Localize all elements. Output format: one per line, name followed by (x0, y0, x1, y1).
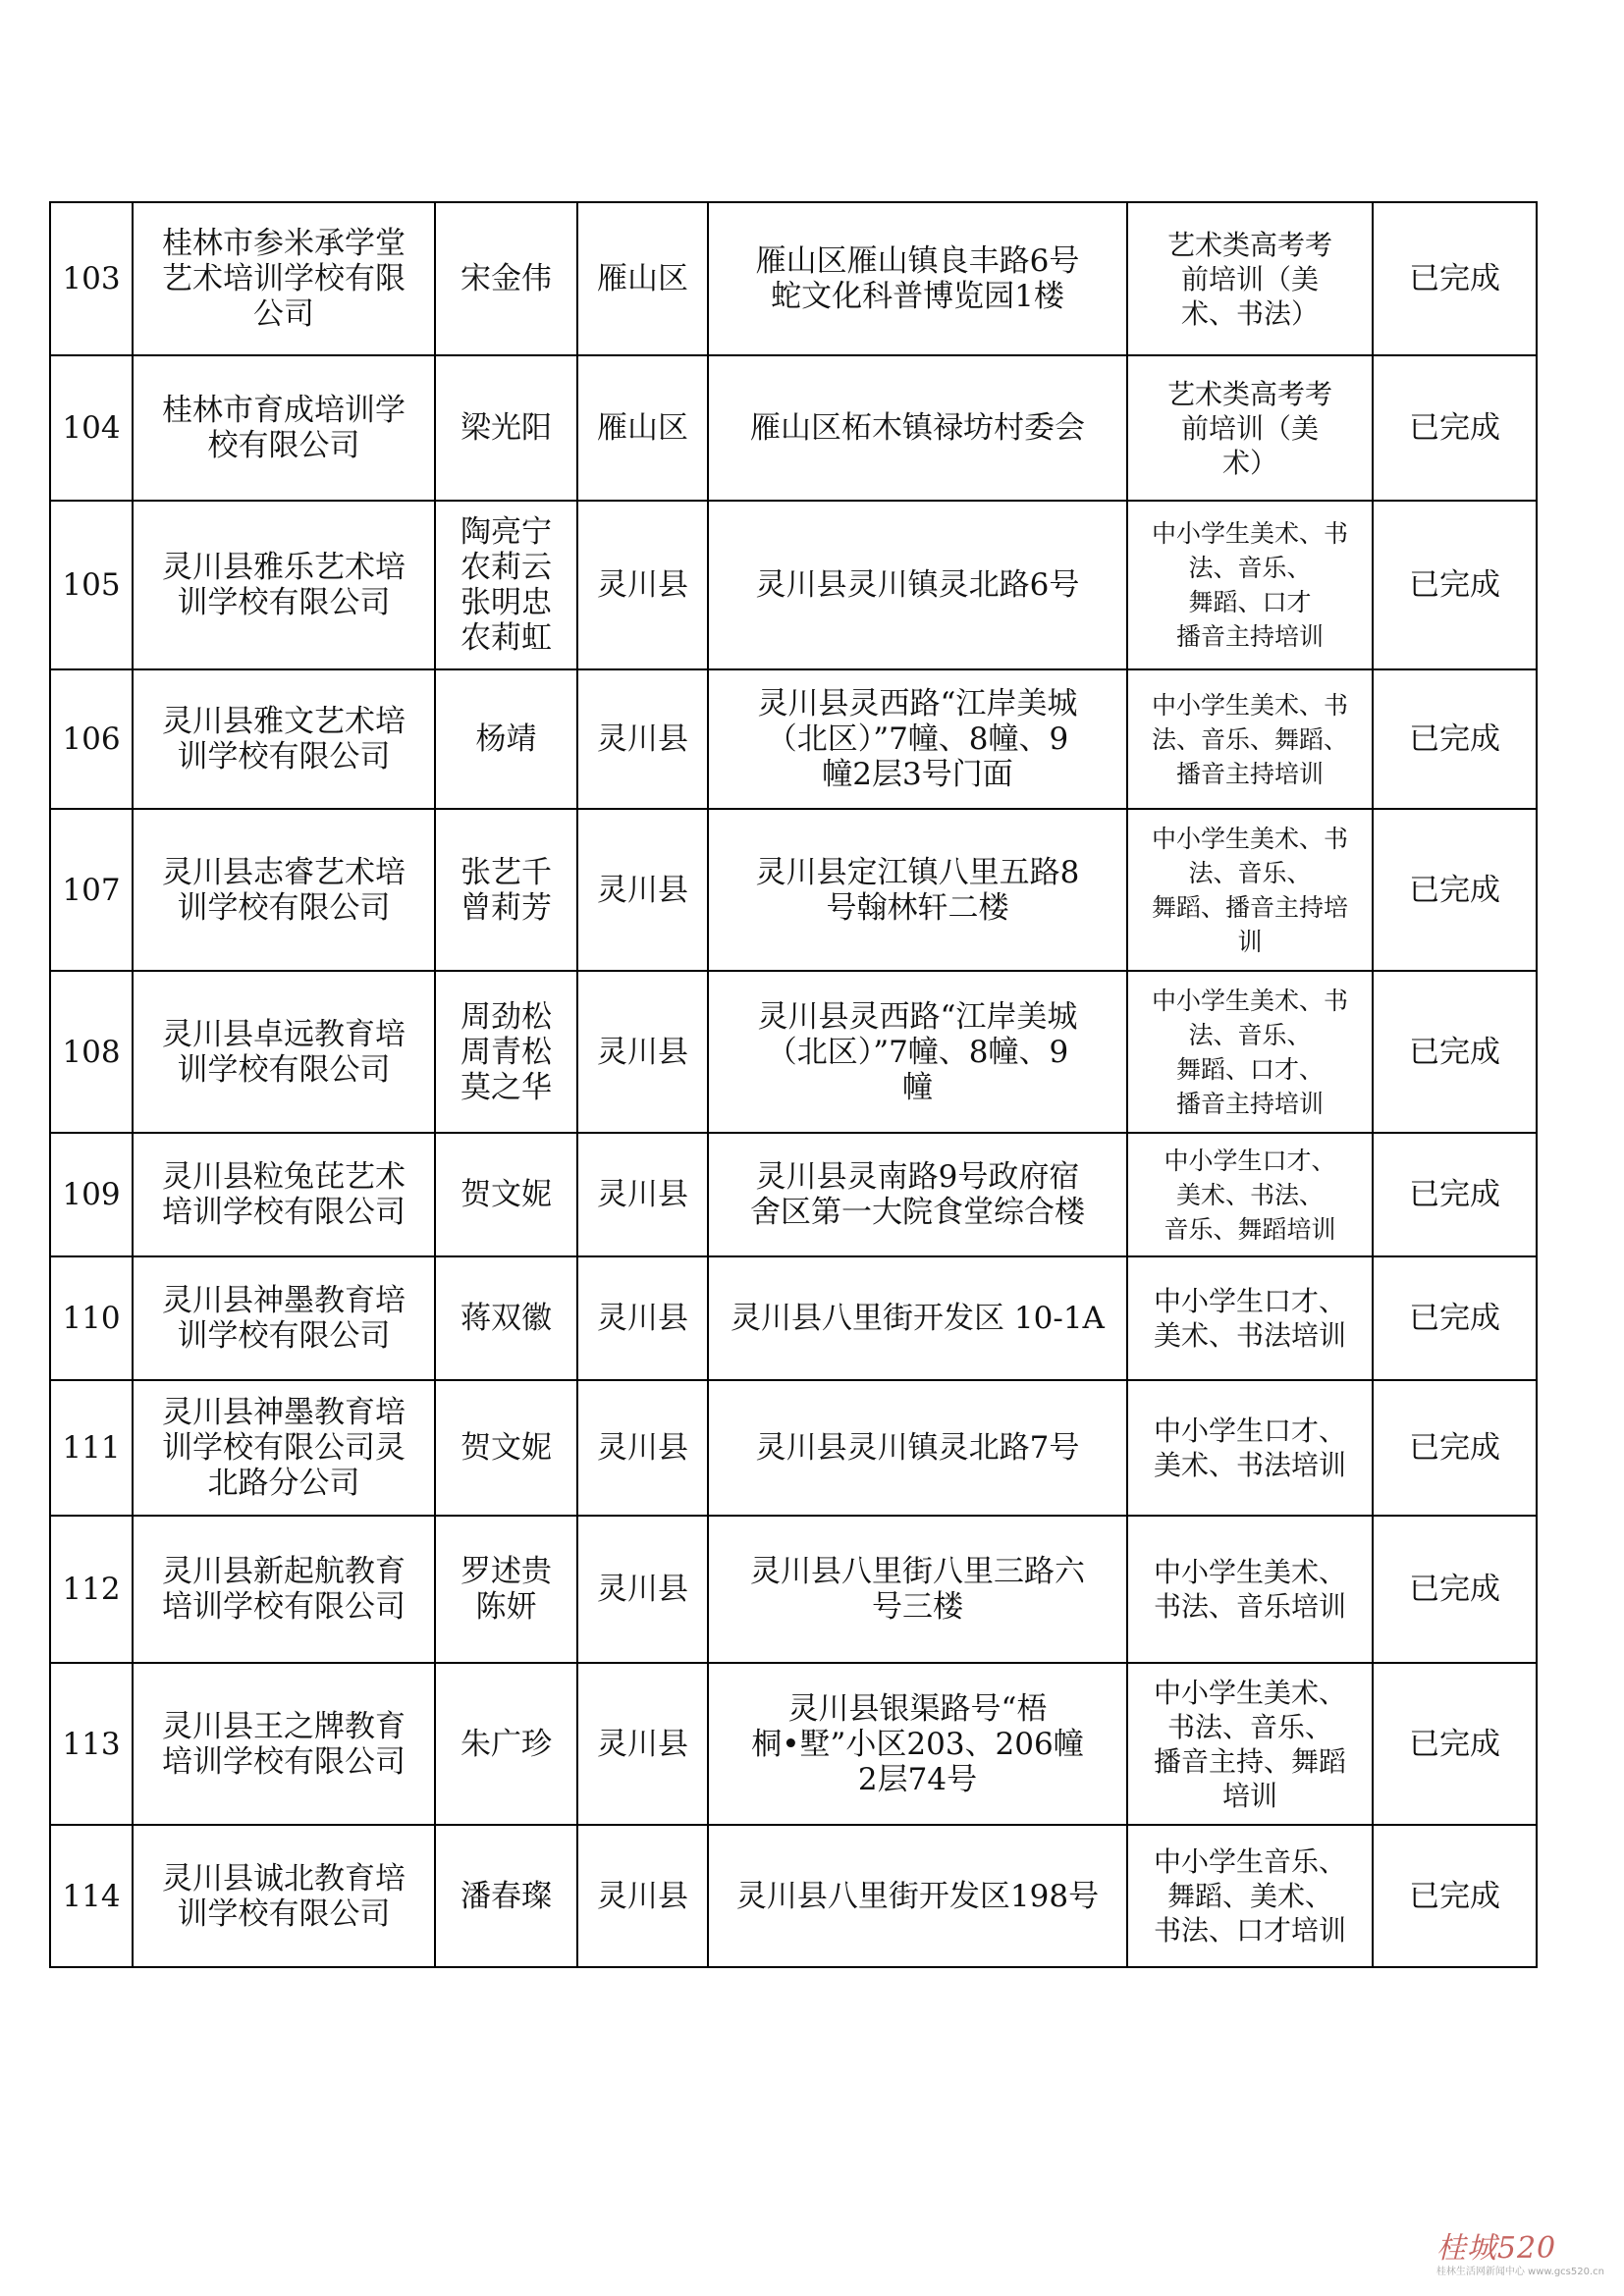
row-number-cell (50, 202, 133, 355)
status-cell (1373, 1516, 1537, 1663)
address-cell (708, 1663, 1127, 1825)
training-scope-cell (1127, 809, 1373, 971)
district: 灵川县 (597, 1301, 688, 1336)
legal-person-cell (435, 355, 577, 501)
school-name: 灵川县粒兔芘艺术 培训学校有限公司 (162, 1159, 406, 1230)
address: 灵川县灵西路“江岸美城 （北区）”7幢、8幢、9 幢 (757, 998, 1078, 1105)
legal-person: 梁光阳 (460, 410, 552, 446)
training-scope: 中小学生美术、书 法、音乐、舞蹈、 播音主持培训 (1151, 690, 1348, 788)
training-scope: 中小学生美术、 书法、音乐培训 (1153, 1556, 1346, 1623)
district: 灵川县 (597, 1034, 688, 1070)
district-cell (577, 809, 708, 971)
legal-person-cell (435, 1256, 577, 1380)
school-name: 灵川县新起航教育 培训学校有限公司 (162, 1554, 406, 1625)
address: 灵川县灵南路9号政府宿 舍区第一大院食堂综合楼 (750, 1159, 1085, 1230)
school-name-cell (133, 971, 435, 1133)
address: 灵川县灵川镇灵北路7号 (755, 1430, 1080, 1466)
school-name: 灵川县神墨教育培 训学校有限公司灵 北路分公司 (162, 1395, 406, 1501)
table-row (50, 202, 1537, 355)
address-cell (708, 501, 1127, 669)
training-scope-cell (1127, 669, 1373, 809)
school-name-cell (133, 1380, 435, 1516)
site-watermark (1436, 2223, 1604, 2278)
legal-person-cell (435, 971, 577, 1133)
table-row (50, 669, 1537, 809)
school-name-cell (133, 1133, 435, 1256)
legal-person-cell (435, 501, 577, 669)
district-cell (577, 501, 708, 669)
district-cell (577, 1256, 708, 1380)
address-cell (708, 1380, 1127, 1516)
address-cell (708, 1256, 1127, 1380)
row-number: 112 (62, 1572, 121, 1607)
training-scope-cell (1127, 1663, 1373, 1825)
district: 灵川县 (597, 721, 688, 757)
legal-person: 周劲松 周青松 莫之华 (460, 998, 552, 1105)
district-cell (577, 1133, 708, 1256)
district-cell (577, 669, 708, 809)
legal-person-cell (435, 202, 577, 355)
address: 雁山区雁山镇良丰路6号 蛇文化科普博览园1楼 (755, 243, 1080, 314)
training-scope-cell (1127, 1133, 1373, 1256)
status-cell (1373, 1256, 1537, 1380)
district-cell (577, 202, 708, 355)
address: 灵川县灵川镇灵北路6号 (755, 567, 1080, 603)
address: 灵川县八里街开发区198号 (735, 1878, 1100, 1914)
legal-person: 杨靖 (475, 721, 537, 757)
row-number-cell (50, 1516, 133, 1663)
status: 已完成 (1409, 410, 1500, 446)
school-name: 灵川县志睿艺术培 训学校有限公司 (162, 854, 406, 926)
table-row (50, 971, 1537, 1133)
school-name-cell (133, 501, 435, 669)
school-table (49, 201, 1538, 1968)
row-number-cell (50, 1663, 133, 1825)
district: 灵川县 (597, 1430, 688, 1466)
district-cell (577, 355, 708, 501)
address-cell (708, 355, 1127, 501)
table-row (50, 1133, 1537, 1256)
legal-person-cell (435, 1380, 577, 1516)
status: 已完成 (1409, 721, 1500, 757)
status-cell (1373, 669, 1537, 809)
legal-person: 陶亮宁 农莉云 张明忠 农莉虹 (460, 514, 552, 656)
school-name-cell (133, 1516, 435, 1663)
table-row (50, 809, 1537, 971)
address: 灵川县银渠路号“梧 桐•墅”小区203、206幢 2层74号 (751, 1690, 1084, 1797)
watermark-caption: 桂林生活网新闻中心 www.gcs520.cn (1435, 2267, 1604, 2277)
row-number: 114 (62, 1878, 121, 1914)
row-number-cell (50, 1256, 133, 1380)
school-name: 灵川县雅乐艺术培 训学校有限公司 (162, 550, 406, 620)
address-cell (708, 1516, 1127, 1663)
district: 灵川县 (597, 1878, 688, 1914)
table-row (50, 501, 1537, 669)
status: 已完成 (1409, 261, 1500, 296)
school-name-cell (133, 1825, 435, 1967)
row-number: 109 (62, 1177, 121, 1212)
training-scope-cell (1127, 1516, 1373, 1663)
row-number-cell (50, 669, 133, 809)
status: 已完成 (1409, 1572, 1500, 1607)
school-name: 桂林市参米承学堂 艺术培训学校有限 公司 (162, 226, 406, 332)
school-name: 灵川县诚北教育培 训学校有限公司 (162, 1860, 406, 1932)
district-cell (577, 1663, 708, 1825)
school-name: 灵川县神墨教育培 训学校有限公司 (162, 1283, 406, 1354)
legal-person-cell (435, 1663, 577, 1825)
legal-person: 蒋双徽 (460, 1301, 552, 1336)
school-name: 灵川县王之牌教育 培训学校有限公司 (162, 1708, 406, 1780)
school-name-cell (133, 1663, 435, 1825)
training-scope: 中小学生美术、书 法、音乐、 舞蹈、播音主持培 训 (1151, 824, 1348, 956)
row-number-cell (50, 809, 133, 971)
training-scope-cell (1127, 501, 1373, 669)
school-name-cell (133, 202, 435, 355)
row-number-cell (50, 355, 133, 501)
table-row (50, 1663, 1537, 1825)
training-scope-cell (1127, 355, 1373, 501)
training-scope: 中小学生美术、 书法、音乐、 播音主持、舞蹈 培训 (1153, 1676, 1346, 1812)
row-number: 110 (62, 1301, 121, 1336)
status-cell (1373, 971, 1537, 1133)
status: 已完成 (1409, 567, 1500, 603)
watermark-logo: 桂城520 (1435, 2231, 1557, 2266)
status: 已完成 (1409, 1726, 1500, 1762)
status: 已完成 (1409, 1430, 1500, 1466)
row-number-cell (50, 501, 133, 669)
status: 已完成 (1409, 1034, 1500, 1070)
address: 灵川县定江镇八里五路8 号翰林轩二楼 (755, 854, 1080, 926)
training-scope-cell (1127, 202, 1373, 355)
district: 雁山区 (597, 410, 688, 446)
address-cell (708, 1133, 1127, 1256)
training-scope: 艺术类高考考 前培训（美 术、书法） (1166, 228, 1332, 330)
training-scope: 中小学生口才、 美术、书法培训 (1153, 1285, 1346, 1352)
row-number: 107 (62, 872, 121, 908)
legal-person: 罗述贵 陈妍 (460, 1554, 552, 1625)
school-name: 灵川县雅文艺术培 训学校有限公司 (162, 704, 406, 774)
row-number: 104 (62, 410, 121, 446)
address-cell (708, 971, 1127, 1133)
district: 雁山区 (597, 261, 688, 296)
row-number-cell (50, 1825, 133, 1967)
training-scope: 中小学生音乐、 舞蹈、美术、 书法、口才培训 (1153, 1845, 1346, 1947)
row-number-cell (50, 971, 133, 1133)
status-cell (1373, 1380, 1537, 1516)
table-row (50, 1380, 1537, 1516)
training-scope: 中小学生美术、书 法、音乐、 舞蹈、口才、 播音主持培训 (1151, 986, 1348, 1118)
table-row (50, 355, 1537, 501)
status-cell (1373, 501, 1537, 669)
status: 已完成 (1409, 1878, 1500, 1914)
legal-person: 宋金伟 (460, 261, 552, 296)
status: 已完成 (1409, 872, 1500, 908)
district: 灵川县 (597, 1177, 688, 1212)
school-name-cell (133, 355, 435, 501)
address: 雁山区柘木镇禄坊村委会 (750, 410, 1085, 446)
legal-person: 潘春璨 (460, 1878, 552, 1914)
table-row (50, 1256, 1537, 1380)
row-number: 103 (62, 261, 121, 296)
row-number-cell (50, 1380, 133, 1516)
legal-person: 贺文妮 (460, 1430, 552, 1466)
address: 灵川县灵西路“江岸美城 （北区）”7幢、8幢、9 幢2层3号门面 (757, 686, 1078, 792)
status-cell (1373, 355, 1537, 501)
row-number: 106 (62, 721, 121, 757)
address-cell (708, 669, 1127, 809)
training-scope-cell (1127, 1825, 1373, 1967)
district-cell (577, 971, 708, 1133)
address-cell (708, 809, 1127, 971)
district: 灵川县 (597, 1726, 688, 1762)
legal-person-cell (435, 1825, 577, 1967)
legal-person-cell (435, 1133, 577, 1256)
status: 已完成 (1409, 1301, 1500, 1336)
table-row (50, 1516, 1537, 1663)
status-cell (1373, 1663, 1537, 1825)
row-number-cell (50, 1133, 133, 1256)
district: 灵川县 (597, 872, 688, 908)
school-name-cell (133, 809, 435, 971)
district-cell (577, 1516, 708, 1663)
legal-person-cell (435, 1516, 577, 1663)
legal-person-cell (435, 669, 577, 809)
status: 已完成 (1409, 1177, 1500, 1212)
training-scope: 中小学生美术、书 法、音乐、 舞蹈、口才 播音主持培训 (1151, 519, 1348, 651)
table-row (50, 1825, 1537, 1967)
legal-person: 张艺千 曾莉芳 (460, 854, 552, 926)
training-scope: 艺术类高考考 前培训（美 术） (1166, 377, 1332, 479)
school-name-cell (133, 1256, 435, 1380)
row-number: 105 (62, 567, 121, 603)
row-number: 111 (62, 1430, 121, 1466)
status-cell (1373, 202, 1537, 355)
training-scope-cell (1127, 1380, 1373, 1516)
legal-person: 朱广珍 (460, 1726, 552, 1762)
status-cell (1373, 809, 1537, 971)
school-name: 桂林市育成培训学 校有限公司 (162, 393, 406, 463)
training-scope-cell (1127, 1256, 1373, 1380)
district: 灵川县 (597, 1572, 688, 1607)
training-scope: 中小学生口才、 美术、书法、 音乐、舞蹈培训 (1164, 1146, 1336, 1244)
legal-person: 贺文妮 (460, 1177, 552, 1212)
district: 灵川县 (597, 567, 688, 603)
row-number: 108 (62, 1034, 121, 1070)
legal-person-cell (435, 809, 577, 971)
status-cell (1373, 1133, 1537, 1256)
school-name-cell (133, 669, 435, 809)
address-cell (708, 1825, 1127, 1967)
district-cell (577, 1825, 708, 1967)
training-scope-cell (1127, 971, 1373, 1133)
address: 灵川县八里街八里三路六 号三楼 (750, 1554, 1085, 1625)
school-name: 灵川县卓远教育培 训学校有限公司 (162, 1016, 406, 1088)
district-cell (577, 1380, 708, 1516)
row-number: 113 (62, 1726, 121, 1762)
address: 灵川县八里街开发区 10-1A (731, 1301, 1105, 1336)
status-cell (1373, 1825, 1537, 1967)
address-cell (708, 202, 1127, 355)
training-scope: 中小学生口才、 美术、书法培训 (1153, 1415, 1346, 1481)
